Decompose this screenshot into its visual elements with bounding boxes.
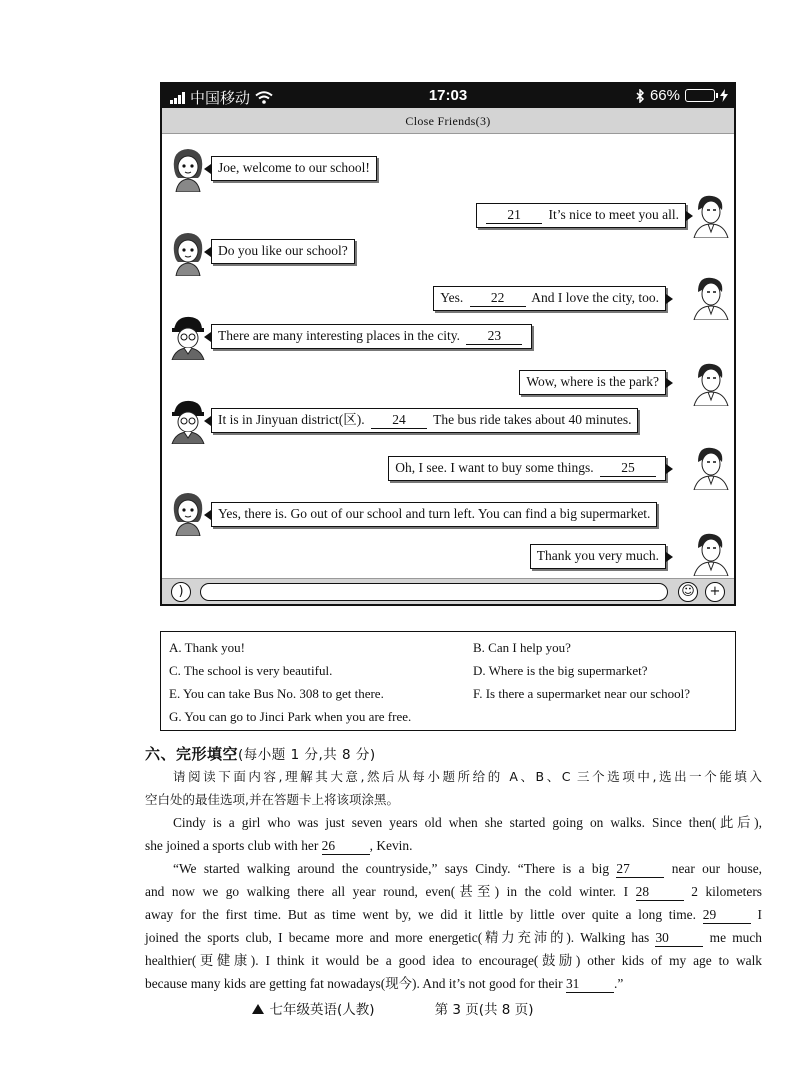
footer-page: 第 3 页(共 8 页)	[434, 1002, 534, 1018]
option-e: E. You can take Bus No. 308 to get there.	[169, 686, 384, 701]
cap-boy-avatar	[168, 398, 208, 444]
battery-icon	[685, 89, 715, 102]
carrier-name: 中国移动	[190, 90, 251, 107]
cloze-paragraph-2: “We started walking around the countryside,” says Cindy. “There is a big 27 near our house, and now we go walking there all year round, even(甚至) in the cold winter. I 28 2 kilometers away for the first time. But as time went by, we did it little by little over quite a long time. 29 I joined the sports club, I became more and more energetic(精力充沛的). Walking has 30 me much healthier(更健康). I think it would be a good idea to encourage(鼓励) other kids of my age to walk because many kids are getting fat nowadays(现今). And it’s not good for their 31 .”	[145, 861, 762, 991]
cap-boy-avatar	[168, 314, 208, 360]
girl-avatar	[168, 230, 208, 276]
boy-avatar	[690, 444, 730, 490]
blank-29: 29	[703, 907, 751, 924]
chat-bubble: Yes, there is. Go out of our school and turn left. You can find a big supermarket.	[211, 502, 657, 527]
boy-avatar	[690, 192, 730, 238]
status-time: 17:03	[428, 87, 468, 104]
option-b: B. Can I help you?	[473, 640, 571, 655]
boy-avatar	[690, 360, 730, 406]
triangle-logo-icon	[252, 1004, 264, 1014]
blank-27: 27	[616, 861, 664, 878]
girl-avatar	[168, 146, 208, 192]
blank-31: 31	[566, 976, 614, 993]
blank-22: 22	[470, 289, 526, 307]
blank-26: 26	[322, 838, 370, 855]
page-footer	[0, 998, 785, 1018]
footer-subject: 七年级英语(人教)	[269, 1002, 375, 1018]
chat-bubble: Oh, I see. I want to buy some things. 25	[388, 456, 666, 481]
blank-21: 21	[486, 206, 542, 224]
options-box	[160, 631, 736, 731]
chat-bubble: Joe, welcome to our school!	[211, 156, 377, 181]
chat-body	[162, 134, 734, 580]
blank-25: 25	[600, 459, 656, 477]
blank-24: 24	[371, 411, 427, 429]
message-input[interactable]	[200, 583, 668, 601]
chat-bubble: 21 It’s nice to meet you all.	[476, 203, 686, 228]
chat-bubble: Thank you very much.	[530, 544, 666, 569]
bluetooth-icon	[635, 89, 645, 103]
chat-bubble: Yes. 22 And I love the city, too.	[433, 286, 666, 311]
chat-bubble: Do you like our school?	[211, 239, 355, 264]
girl-avatar	[168, 490, 208, 536]
option-d: D. Where is the big supermarket?	[473, 663, 648, 678]
voice-icon[interactable]: )	[171, 582, 191, 602]
chat-title: Close Friends(3)	[162, 108, 734, 134]
section-heading: 六、完形填空(每小题 1 分,共 8 分)	[145, 745, 376, 763]
phone-screenshot	[160, 82, 736, 606]
chat-input-bar	[162, 578, 734, 604]
battery-percent: 66%	[649, 87, 680, 104]
option-a: A. Thank you!	[169, 640, 245, 655]
emoji-icon[interactable]: ☺	[678, 582, 698, 602]
status-bar	[162, 84, 734, 108]
cloze-paragraph-1: Cindy is a girl who was just seven years old when she started going on walks. Since then(此后), she joined a sports club with her 26 , Kevin.	[145, 815, 762, 853]
option-f: F. Is there a supermarket near our school?	[473, 686, 690, 701]
charging-icon	[720, 89, 728, 102]
instructions: 请阅读下面内容,理解其大意,然后从每小题所给的 A、B、C 三个选项中,选出一个能填入 空白处的最佳选项,并在答题卡上将该项涂黑。	[145, 769, 762, 807]
blank-30: 30	[655, 930, 703, 947]
blank-23: 23	[466, 327, 522, 345]
chat-bubble: It is in Jinyuan district(区). 24 The bus ride takes about 40 minutes.	[211, 408, 638, 433]
option-g: G. You can go to Jinci Park when you are free.	[169, 709, 412, 724]
chat-bubble: There are many interesting places in the city. 23	[211, 324, 532, 349]
boy-avatar	[690, 530, 730, 576]
boy-avatar	[690, 274, 730, 320]
plus-icon[interactable]: +	[705, 582, 725, 602]
blank-28: 28	[636, 884, 684, 901]
option-c: C. The school is very beautiful.	[169, 663, 333, 678]
chat-bubble: Wow, where is the park?	[519, 370, 666, 395]
